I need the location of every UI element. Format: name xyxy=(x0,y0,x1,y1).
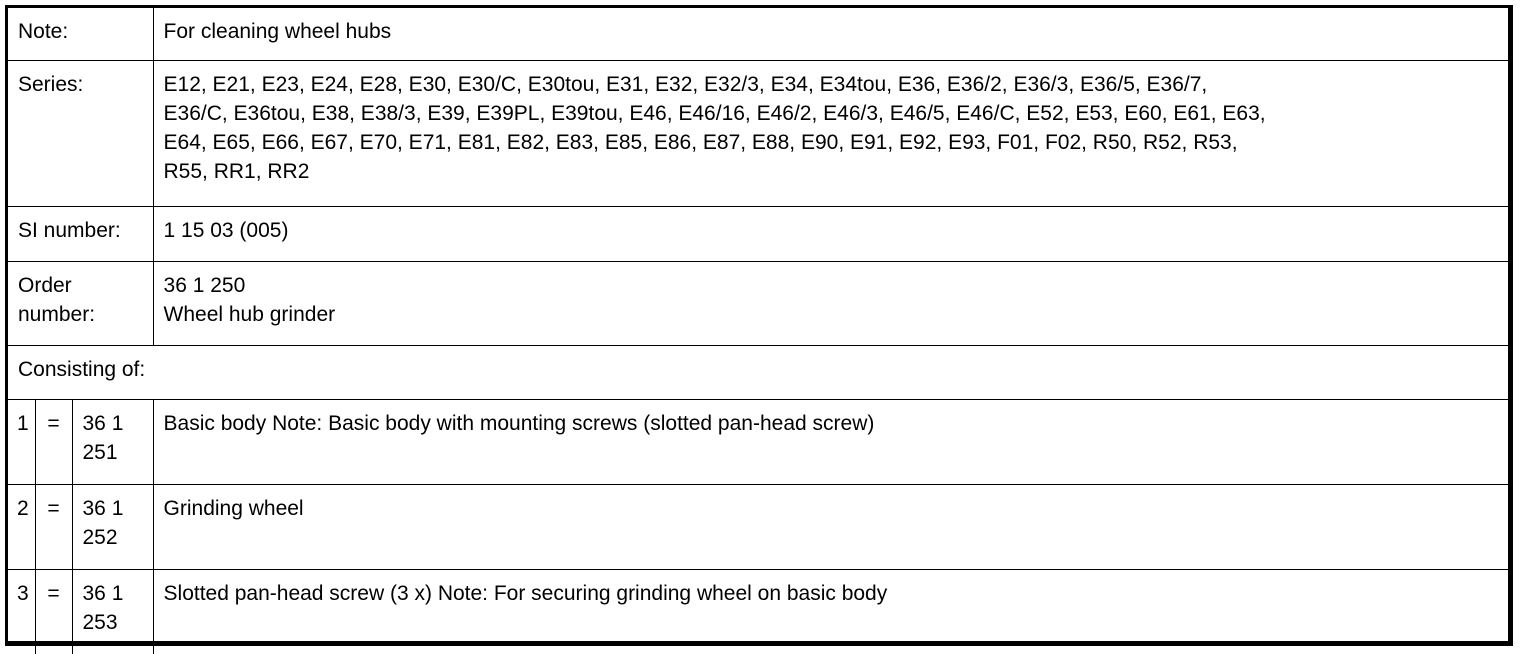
item-part-number xyxy=(72,400,153,485)
item-part-number-line-1: 36 1 xyxy=(83,494,153,523)
item-part-number-line-2: 251 xyxy=(83,438,153,467)
order-number-label xyxy=(8,262,153,346)
spec-sheet xyxy=(5,5,1513,646)
item-description: Slotted pan-head screw (3 x) Note: For securing grinding wheel on basic body xyxy=(153,570,1508,654)
item-row-2 xyxy=(8,485,1508,570)
item-number: 2 xyxy=(8,485,35,570)
series-line-3: E64, E65, E66, E67, E70, E71, E81, E82, E83, E85, E86, E87, E88, E90, E91, E92, E93, F01, F02, R50, R52, R53, xyxy=(164,128,1499,157)
order-label-line-2: number: xyxy=(18,300,143,329)
item-part-number xyxy=(72,570,153,654)
series-label: Series: xyxy=(8,61,153,207)
note-value: For cleaning wheel hubs xyxy=(153,8,1508,61)
series-line-4: R55, RR1, RR2 xyxy=(164,157,1499,186)
consisting-of-row xyxy=(8,346,1508,400)
item-equals: = xyxy=(35,485,72,570)
item-part-number-line-1: 36 1 xyxy=(83,579,153,608)
order-label-line-1: Order xyxy=(18,271,143,300)
series-row xyxy=(8,61,1508,207)
series-value xyxy=(153,61,1508,207)
si-number-label: SI number: xyxy=(8,207,153,262)
item-equals: = xyxy=(35,400,72,485)
item-description: Basic body Note: Basic body with mounting screws (slotted pan-head screw) xyxy=(153,400,1508,485)
order-number-row xyxy=(8,262,1508,346)
item-number: 1 xyxy=(8,400,35,485)
item-row-3 xyxy=(8,570,1508,654)
item-part-number-line-1: 36 1 xyxy=(83,409,153,438)
spec-table xyxy=(8,8,1508,654)
item-number: 3 xyxy=(8,570,35,654)
item-row-1 xyxy=(8,400,1508,485)
item-equals: = xyxy=(35,570,72,654)
item-part-number-line-2: 253 xyxy=(83,608,153,637)
note-label: Note: xyxy=(8,8,153,61)
item-part-number-line-2: 252 xyxy=(83,523,153,552)
order-number-desc: Wheel hub grinder xyxy=(164,300,1499,329)
si-number-row xyxy=(8,207,1508,262)
item-description: Grinding wheel xyxy=(153,485,1508,570)
order-number-value xyxy=(153,262,1508,346)
series-line-1: E12, E21, E23, E24, E28, E30, E30/C, E30tou, E31, E32, E32/3, E34, E34tou, E36, E36/2, E36/3, E36/5, E36/7, xyxy=(164,70,1499,99)
series-line-2: E36/C, E36tou, E38, E38/3, E39, E39PL, E39tou, E46, E46/16, E46/2, E46/3, E46/5, E46/C, E52, E53, E60, E61, E63, xyxy=(164,99,1499,128)
note-row xyxy=(8,8,1508,61)
order-number-code: 36 1 250 xyxy=(164,271,1499,300)
item-part-number xyxy=(72,485,153,570)
consisting-of-label: Consisting of: xyxy=(8,346,1508,400)
si-number-value: 1 15 03 (005) xyxy=(153,207,1508,262)
